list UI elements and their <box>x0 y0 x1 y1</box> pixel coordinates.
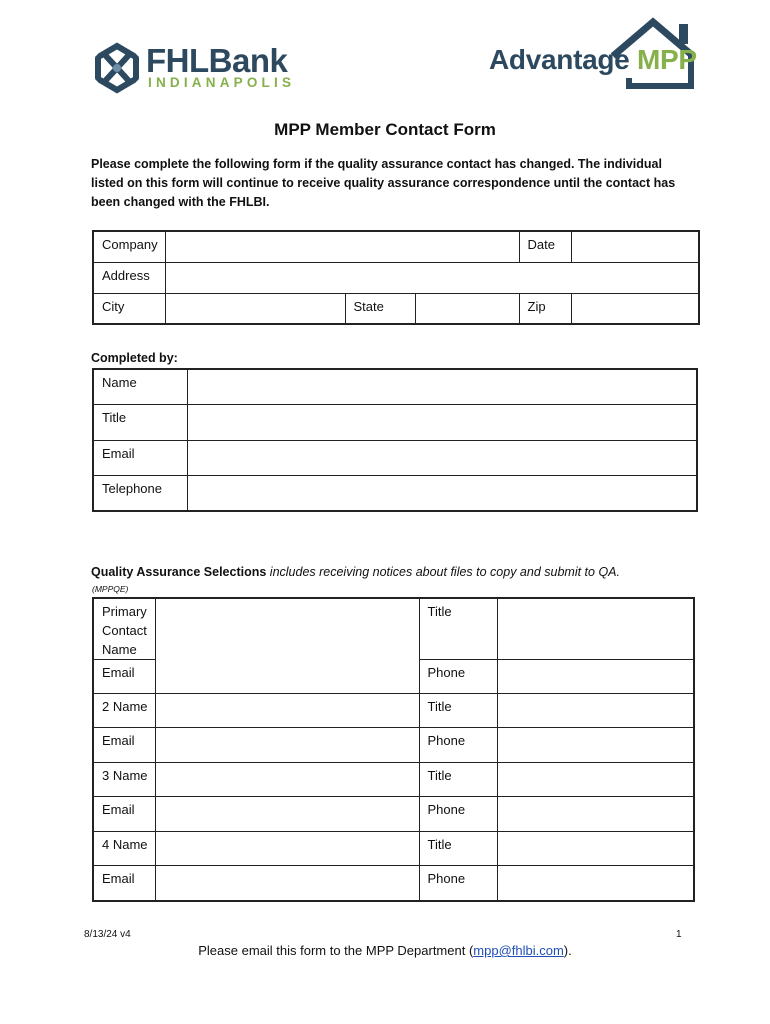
company-info-table <box>92 230 700 325</box>
fhlbank-subtitle: INDIANAPOLIS <box>148 75 296 90</box>
page-number: 1 <box>676 929 682 940</box>
completed-by-table <box>92 368 698 512</box>
mppqe-code: (MPPQE) <box>92 584 129 594</box>
fhlbank-emblem-icon <box>92 42 142 94</box>
city-field[interactable] <box>165 293 345 324</box>
contact3-title-label: Title <box>419 763 497 797</box>
contact4-phone-label: Phone <box>419 866 497 901</box>
date-label: Date <box>519 231 571 262</box>
cb-name-label: Name <box>93 369 187 405</box>
contact2-phone-field[interactable] <box>497 728 694 763</box>
contact2-email-field[interactable] <box>155 728 419 763</box>
contact2-title-label: Title <box>419 694 497 728</box>
address-field[interactable] <box>165 262 699 293</box>
zip-field[interactable] <box>571 293 699 324</box>
qa-contacts-table <box>92 597 695 902</box>
completed-by-label: Completed by: <box>91 351 178 365</box>
contact3-title-field[interactable] <box>497 763 694 797</box>
contact2-name-field[interactable] <box>155 694 419 728</box>
primary-title-field[interactable] <box>497 598 694 660</box>
contact2-phone-label: Phone <box>419 728 497 763</box>
cb-name-field[interactable] <box>187 369 697 405</box>
qa-label-bold: Quality Assurance Selections <box>91 565 267 579</box>
qa-label-italic: includes receiving notices about files to copy and submit to QA. <box>266 565 620 579</box>
state-label: State <box>345 293 415 324</box>
contact4-name-field[interactable] <box>155 832 419 866</box>
footer-note-pre: Please email this form to the MPP Department ( <box>198 943 474 958</box>
contact4-email-field[interactable] <box>155 866 419 901</box>
advantage-mpp-wordmark <box>489 46 697 74</box>
form-title: MPP Member Contact Form <box>274 120 496 139</box>
contact2-name-label: 2 Name <box>93 694 155 728</box>
contact3-name-label: 3 Name <box>93 763 155 797</box>
primary-email-label: Email <box>93 660 155 694</box>
cb-email-field[interactable] <box>187 440 697 476</box>
primary-label-line1: Primary <box>102 604 147 619</box>
contact3-phone-label: Phone <box>419 797 497 832</box>
contact3-email-field[interactable] <box>155 797 419 832</box>
mpp-word: MPP <box>636 44 697 75</box>
company-field[interactable] <box>165 231 519 262</box>
date-field[interactable] <box>571 231 699 262</box>
contact3-email-label: Email <box>93 797 155 832</box>
primary-name-label <box>93 598 155 660</box>
primary-phone-label: Phone <box>419 660 497 694</box>
contact4-name-label: 4 Name <box>93 832 155 866</box>
intro-paragraph: Please complete the following form if the quality assurance contact has changed. The individual listed on this form will continue to receive quality assurance correspondence until the contact has been changed with the FHLBI. <box>91 157 676 209</box>
primary-title-label: Title <box>419 598 497 660</box>
contact3-name-field[interactable] <box>155 763 419 797</box>
contact4-title-label: Title <box>419 832 497 866</box>
city-label: City <box>93 293 165 324</box>
contact4-title-field[interactable] <box>497 832 694 866</box>
qa-selections-label <box>91 565 620 579</box>
footer-note <box>0 943 770 958</box>
primary-label-line3: Name <box>102 642 137 657</box>
contact2-email-label: Email <box>93 728 155 763</box>
address-label: Address <box>93 262 165 293</box>
cb-title-field[interactable] <box>187 405 697 441</box>
version-label: 8/13/24 v4 <box>84 929 131 940</box>
advantage-word: Advantage <box>489 44 630 75</box>
primary-name-field[interactable] <box>155 598 419 694</box>
cb-telephone-label: Telephone <box>93 476 187 512</box>
contact4-email-label: Email <box>93 866 155 901</box>
footer-note-post: ). <box>563 943 572 958</box>
primary-label-line2: Contact <box>102 623 147 638</box>
primary-phone-field[interactable] <box>497 660 694 694</box>
zip-label: Zip <box>519 293 571 324</box>
cb-telephone-field[interactable] <box>187 476 697 512</box>
contact3-phone-field[interactable] <box>497 797 694 832</box>
email-link[interactable]: mpp@fhlbi.com <box>473 943 564 958</box>
company-label: Company <box>93 231 165 262</box>
cb-title-label: Title <box>93 405 187 441</box>
cb-email-label: Email <box>93 440 187 476</box>
state-field[interactable] <box>415 293 519 324</box>
fhlbank-wordmark: FHLBank <box>146 42 288 79</box>
contact4-phone-field[interactable] <box>497 866 694 901</box>
contact2-title-field[interactable] <box>497 694 694 728</box>
